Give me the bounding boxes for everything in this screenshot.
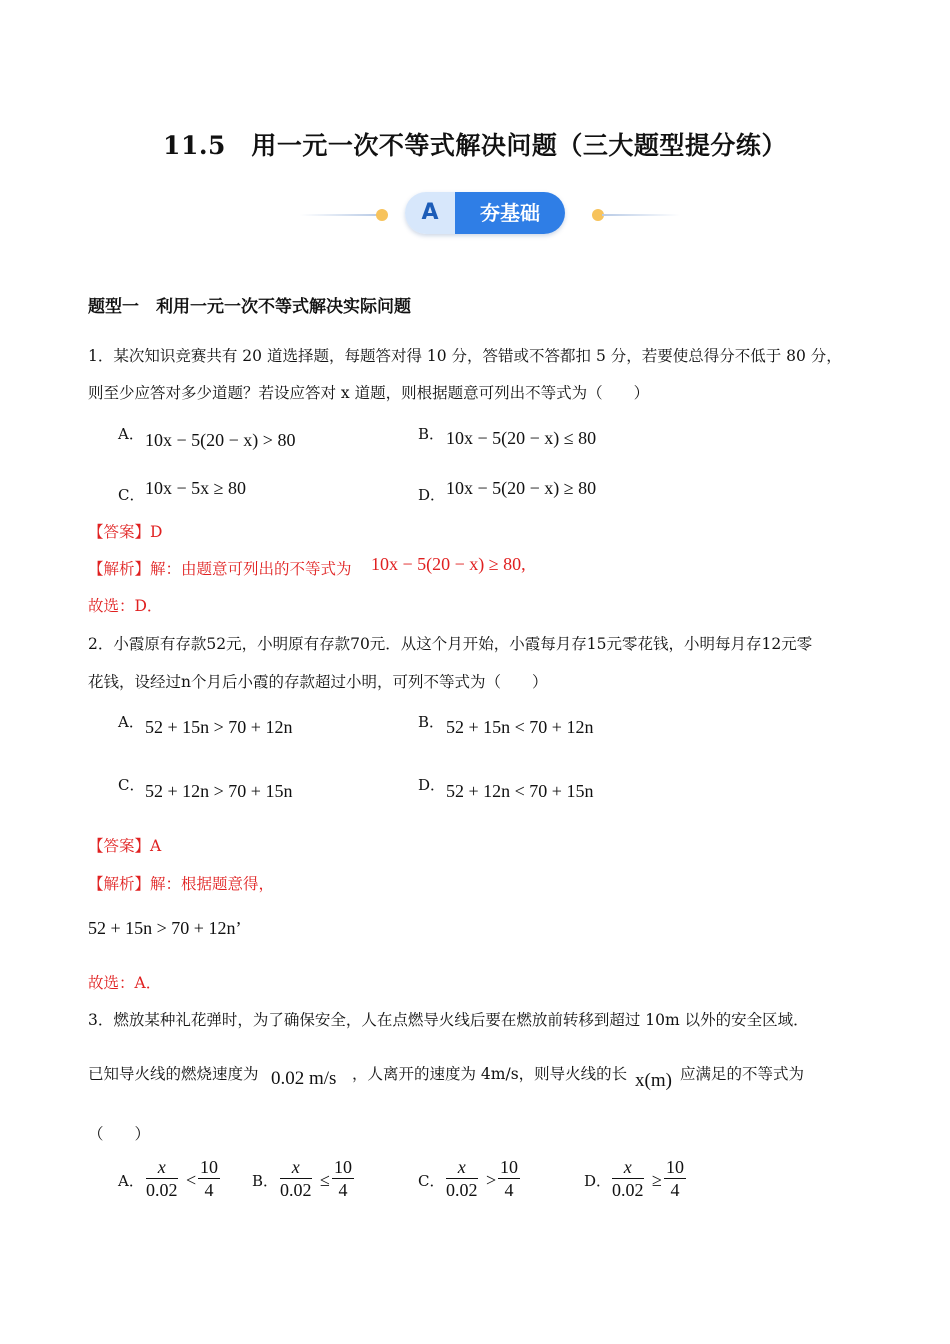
q3-option-d-label: D． [584, 1172, 612, 1190]
q2-option-d-label: D． [418, 776, 446, 794]
q3-option-d-relation: ≥ [652, 1170, 662, 1190]
q3-option-a-rhs: $\frac{10}{4}$ [200, 1157, 218, 1200]
q2-analysis: 【解析】解：根据题意得， [88, 875, 275, 893]
q3-option-a-relation: < [186, 1170, 197, 1190]
q3-option-a-lhs: $\frac{x}{0.02}$ [146, 1157, 178, 1200]
q1-option-a-label: A． [118, 425, 144, 443]
banner-pill [405, 192, 565, 234]
page-title: 11.5 用一元一次不等式解决问题（三大题型提分练） [163, 131, 787, 160]
banner-line-right [602, 214, 680, 216]
q3-option-b-lhs: $\frac{x}{0.02}$ [280, 1157, 312, 1200]
q1-answer: 【答案】D [88, 523, 163, 541]
q3-option-c-relation: > [486, 1170, 497, 1190]
q2-option-b-label: B． [418, 713, 445, 731]
q3-option-d-rhs: $\frac{10}{4}$ [666, 1157, 684, 1200]
q1-option-c-expr: 10x − 5x ≥ 80 [145, 478, 247, 498]
q3-line1: 3．燃放某种礼花弹时，为了确保安全，人在点燃导火线后要在燃放前转移到超过 10m 以外的安全区域． [88, 1011, 809, 1029]
q3-option-c-label: C． [418, 1172, 445, 1190]
q3-option-c-lhs: $\frac{x}{0.02}$ [446, 1157, 478, 1200]
q2-option-c-label: C． [118, 776, 145, 794]
q3-line2-a: 已知导火线的燃烧速度为 [88, 1065, 259, 1083]
q1-analysis: 【解析】解：由题意可列出的不等式为 [88, 560, 352, 578]
q2-line1: 2．小霞原有存款52元，小明原有存款70元．从这个月开始，小霞每月存15元零花钱，小明每月存12元零 [88, 635, 813, 653]
banner-line-left [300, 214, 378, 216]
q2-option-b-expr: 52 + 15n < 70 + 12n [446, 717, 594, 737]
q1-option-b-expr: 10x − 5(20 − x) ≤ 80 [446, 428, 597, 448]
q2-answer: 【答案】A [88, 837, 162, 855]
q3-option-d-lhs: $\frac{x}{0.02}$ [612, 1157, 644, 1200]
q1-analysis-expr: 10x − 5(20 − x) ≥ 80, [371, 554, 526, 574]
q1-option-b-label: B． [418, 425, 445, 443]
banner-text: 夯基础 [455, 192, 565, 234]
q2-option-d-expr: 52 + 12n < 70 + 15n [446, 781, 594, 801]
q2-option-a-expr: 52 + 15n > 70 + 12n [145, 717, 293, 737]
q2-analysis-expr: 52 + 15n > 70 + 12n’ [88, 918, 242, 938]
q1-option-d-expr: 10x − 5(20 − x) ≥ 80 [446, 478, 597, 498]
q1-option-d-label: D． [418, 486, 446, 504]
section-banner [300, 192, 680, 236]
q3-line2-e: 应满足的不等式为 [680, 1065, 805, 1083]
q3-option-b-relation: ≤ [320, 1170, 330, 1190]
q3-speed: 0.02 m/s [271, 1068, 337, 1089]
q2-option-c-expr: 52 + 12n > 70 + 15n [145, 781, 293, 801]
q1-line2: 则至少应答对多少道题？若设应答对 x 道题，则根据题意可列出不等式为（ ） [88, 384, 650, 402]
q3-option-b-rhs: $\frac{10}{4}$ [334, 1157, 352, 1200]
q1-option-a-expr: 10x − 5(20 − x) > 80 [145, 430, 296, 450]
q3-option-b-label: B． [252, 1172, 279, 1190]
q3-option-c-rhs: $\frac{10}{4}$ [500, 1157, 518, 1200]
banner-letter: A [405, 192, 455, 234]
q2-conclusion: 故选：A． [88, 974, 162, 992]
section-heading: 题型一 利用一元一次不等式解决实际问题 [88, 297, 411, 317]
q2-line2: 花钱，设经过n个月后小霞的存款超过小明，可列不等式为（ ） [88, 673, 548, 691]
q1-option-c-label: C． [118, 486, 145, 504]
banner-dot-left [376, 209, 388, 221]
q3-option-a-label: A． [118, 1172, 144, 1190]
q3-line2-c: ，人离开的速度为 4m/s，则导火线的长 [352, 1065, 628, 1083]
q3-bracket: （ ） [88, 1125, 151, 1143]
q1-conclusion: 故选：D． [88, 597, 163, 615]
q3-length: x(m) [635, 1070, 672, 1091]
q1-line1: 1．某次知识竞赛共有 20 道选择题，每题答对得 10 分，答错或不答都扣 5 分，若要使总得分不低于 80 分， [88, 347, 842, 365]
q2-option-a-label: A． [118, 713, 144, 731]
